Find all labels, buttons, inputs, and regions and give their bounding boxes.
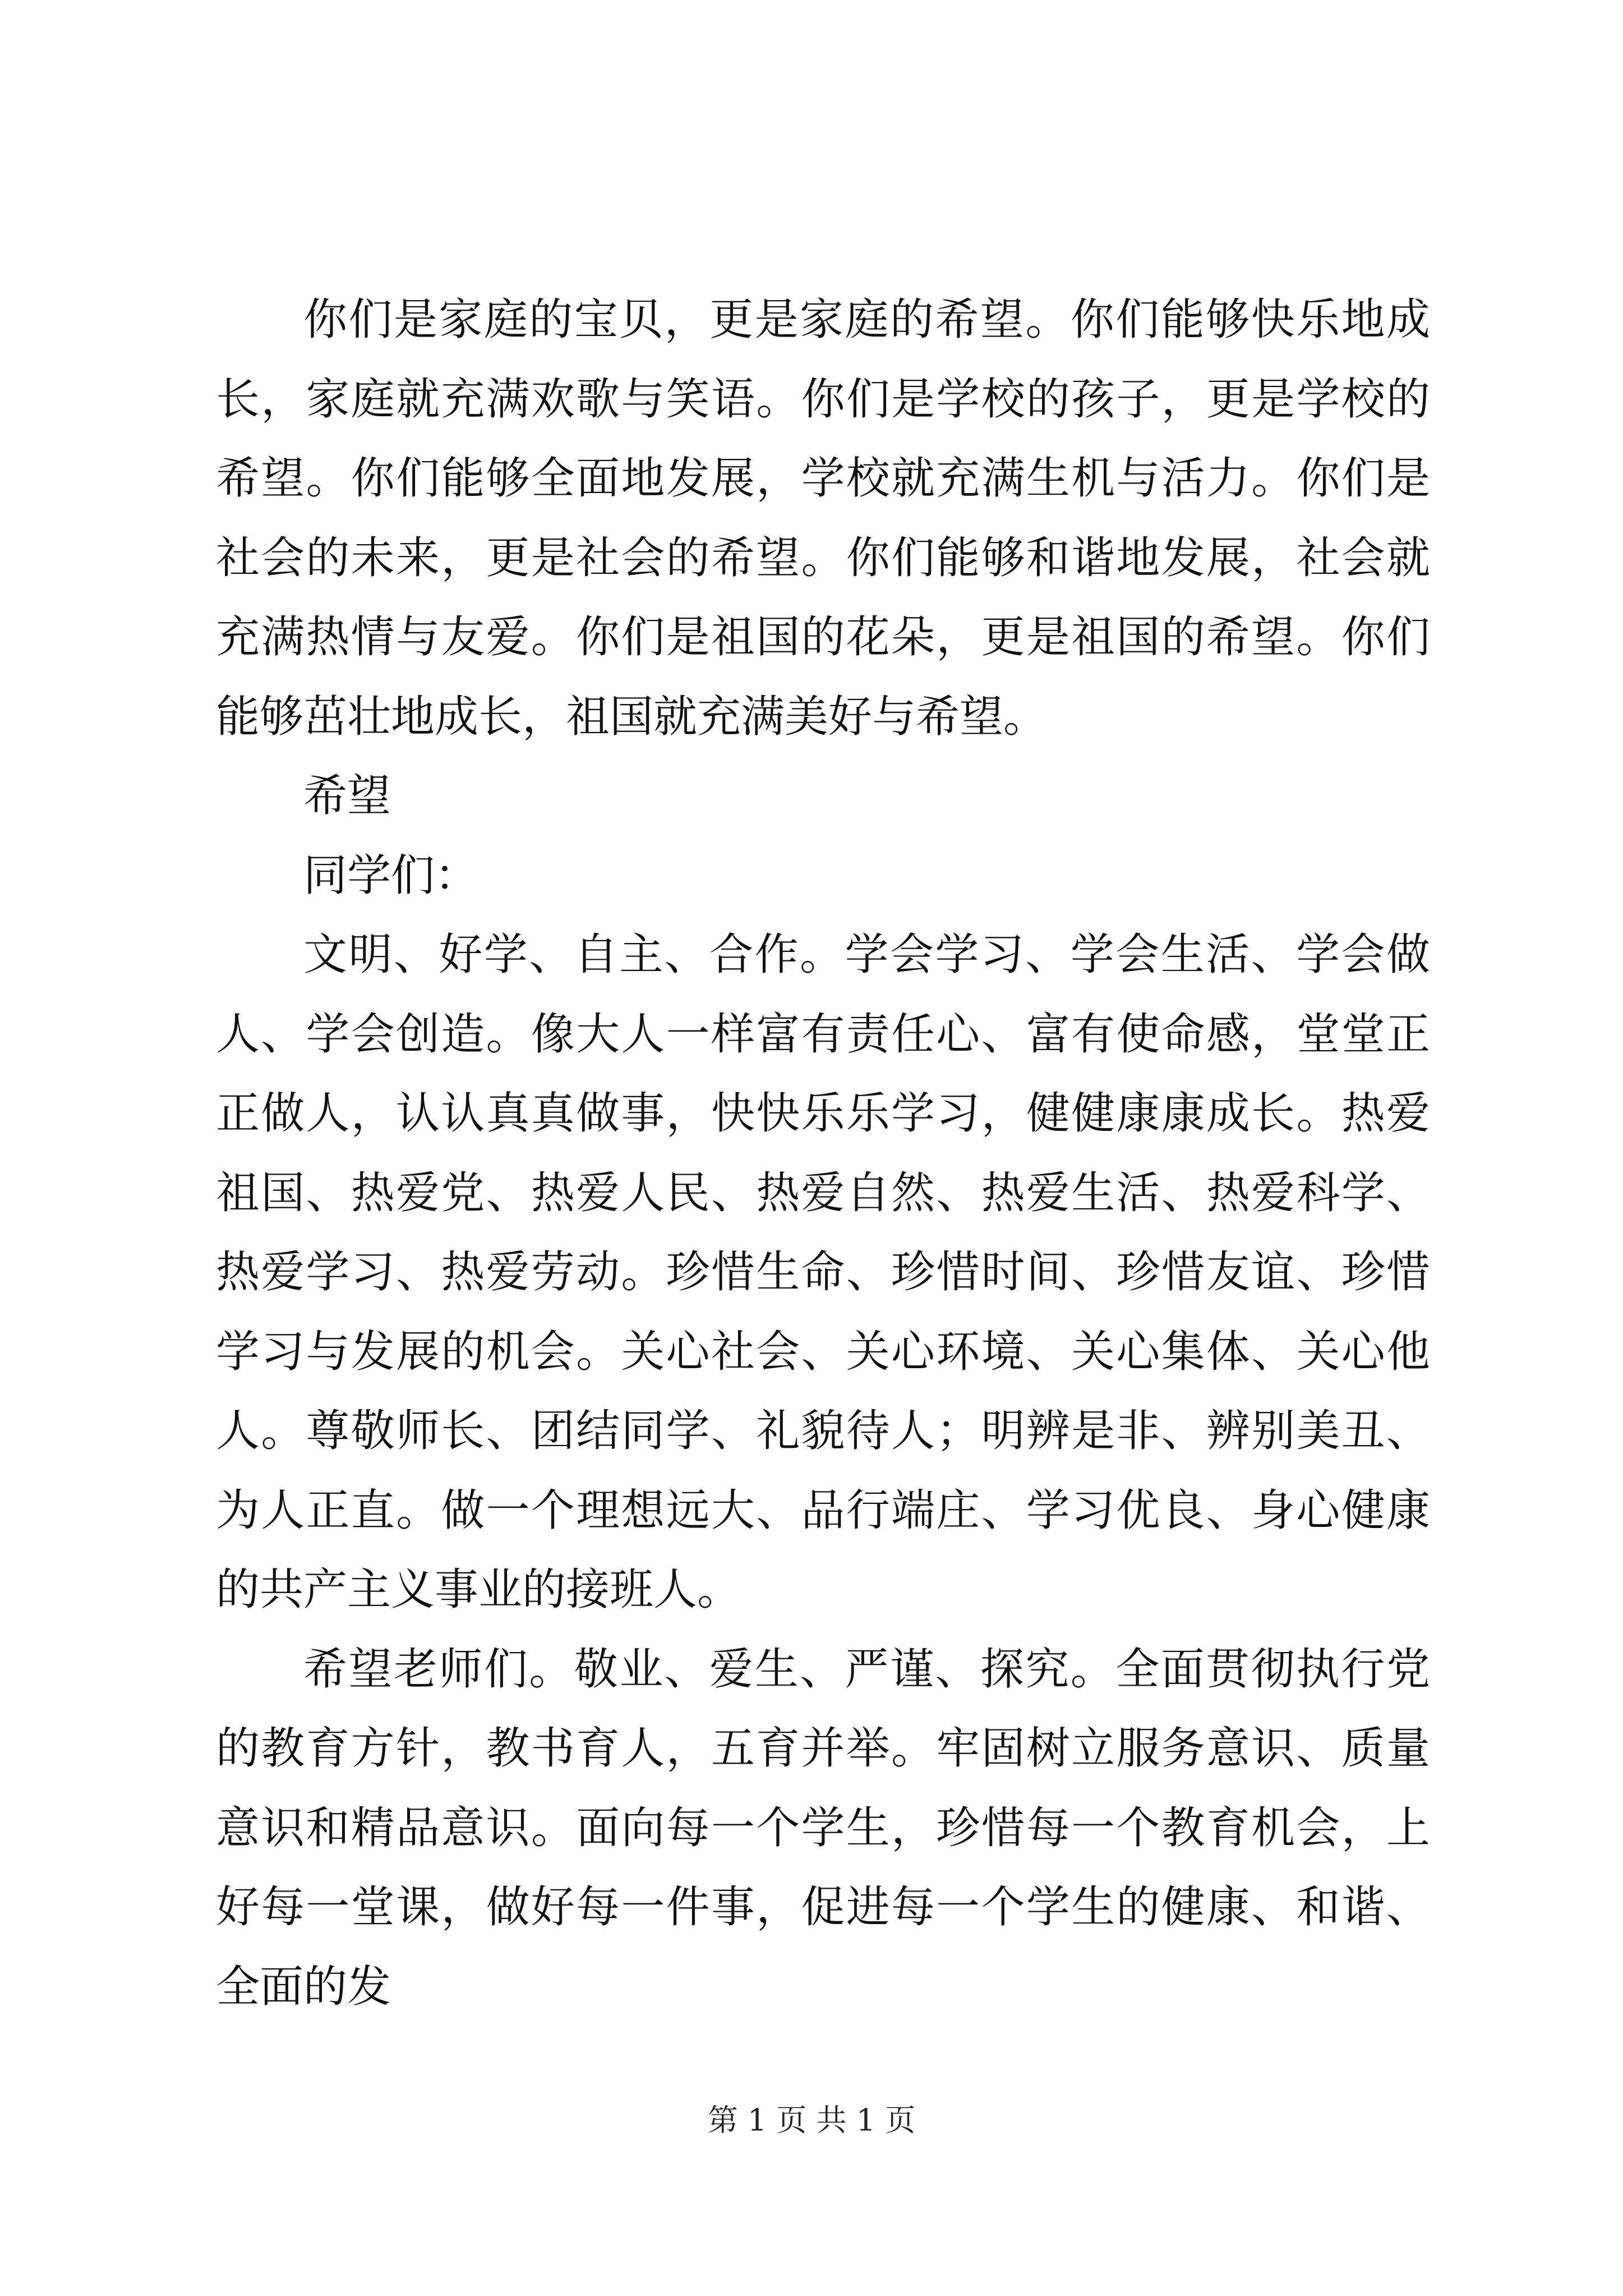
document-body	[216, 280, 1430, 2027]
page-footer: 第 1 页 共 1 页	[707, 2102, 916, 2138]
section-heading-hope: 希望	[303, 771, 391, 821]
paragraph-hopes-for-students: 文明、好学、自主、合作。学会学习、学会生活、学会做人、学会创造。像大人一样富有责任心、富有使命感，堂堂正正做人，认认真真做事，快快乐乐学习，健健康康成长。热爱祖国、热爱党、热爱人民、热爱自然、热爱生活、热爱科学、热爱学习、热爱劳动。珍惜生命、珍惜时间、珍惜友谊、珍惜学习与发展的机会。关心社会、关心环境、关心集体、关心他人。尊敬师长、团结同学、礼貌待人；明辨是非、辨别美丑、为人正直。做一个理想远大、品行端庄、学习优良、身心健康的共产主义事业的接班人。	[216, 930, 1430, 1615]
paragraph-hopes-for-teachers: 希望老师们。敬业、爱生、严谨、探究。全面贯彻执行党的教育方针，教书育人，五育并举。牢固树立服务意识、质量意识和精品意识。面向每一个学生，珍惜每一个教育机会，上好每一堂课，做好每一件事，促进每一个学生的健康、和谐、全面的发	[216, 1644, 1430, 2012]
salutation-students: 同学们：	[303, 850, 479, 901]
paragraph-hopes-for-children: 你们是家庭的宝贝，更是家庭的希望。你们能够快乐地成长，家庭就充满欢歌与笑语。你们是学校的孩子，更是学校的希望。你们能够全面地发展，学校就充满生机与活力。你们是社会的未来，更是社会的希望。你们能够和谐地发展，社会就充满热情与友爱。你们是祖国的花朵，更是祖国的希望。你们能够茁壮地成长，祖国就充满美好与希望。	[216, 295, 1430, 742]
